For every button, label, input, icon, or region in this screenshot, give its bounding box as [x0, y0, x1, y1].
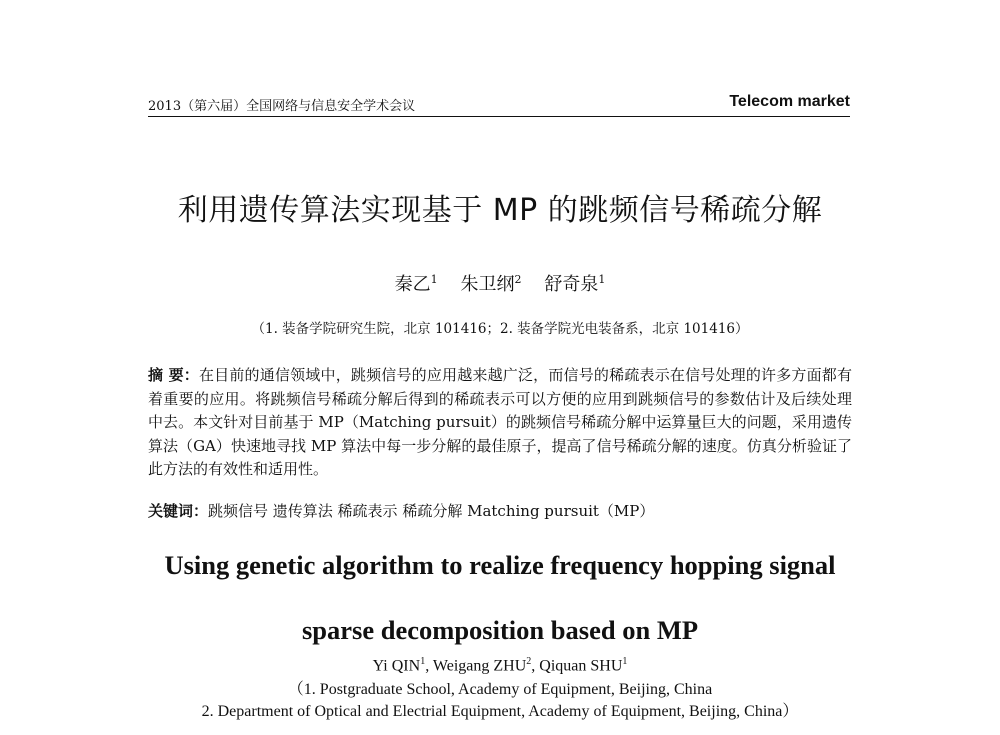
paper-title-en	[0, 538, 1000, 657]
author-name: 舒奇泉	[544, 274, 599, 295]
author-name: Weigang ZHU	[432, 657, 527, 675]
author-name: 朱卫纲	[460, 274, 515, 295]
authors-zh	[0, 270, 1000, 296]
title-en-line: sparse decomposition based on MP	[301, 615, 699, 645]
paper-title-zh: 利用遗传算法实现基于 MP 的跳频信号稀疏分解	[177, 193, 823, 228]
author-affil-mark: 1	[622, 656, 628, 667]
author-affil-mark: 2	[514, 273, 522, 286]
abstract-label: 摘 要：	[148, 366, 199, 384]
abstract-text: 在目前的通信领域中，跳频信号的应用越来越广泛，而信号的稀疏表示在信号处理的许多方面都有着重要的应用。将跳频信号稀疏分解后得到的稀疏表示可以方便的应用到跳频信号的参数估计及后续处理中去。本文针对目前基于 MP（Matching pursuit）的跳频信号稀疏分解中运算量巨大的问题，采用遗传算法（GA）快速地寻找 MP 算法中每一步分解的最佳原子，提高了信号稀疏分解的速度。仿真分析验证了此方法的有效性和适用性。	[148, 366, 852, 478]
author-affil-mark: 1	[420, 656, 426, 667]
affiliation-zh: （1. 装备学院研究生院，北京 101416；2. 装备学院光电装备系，北京 101416）	[251, 321, 749, 337]
header-divider	[148, 116, 850, 117]
author-affil-mark: 1	[598, 273, 606, 286]
keywords-text: 跳频信号 遗传算法 稀疏表示 稀疏分解 Matching pursuit（MP）	[208, 502, 655, 520]
affiliation-en-line: （1. Postgraduate School, Academy of Equipment, Beijing, China	[287, 681, 713, 698]
author-affil-mark: 2	[526, 656, 532, 667]
abstract-zh	[148, 364, 852, 482]
journal-name: Telecom market	[729, 93, 850, 110]
author-name: Qiquan SHU	[539, 657, 623, 675]
author-affil-mark: 1	[430, 273, 438, 286]
authors-en: Yi QIN$^1$, Weigang ZHU$^2$, Qiquan SHU$^1$	[372, 656, 628, 675]
keywords-label: 关键词：	[148, 502, 209, 520]
conference-header: 2013（第六届）全国网络与信息安全学术会议	[148, 99, 416, 114]
author-name: Yi QIN	[372, 657, 421, 675]
title-en-line: Using genetic algorithm to realize frequency hopping signal	[164, 550, 836, 580]
keywords-zh	[148, 500, 852, 521]
affiliation-en	[0, 679, 1000, 723]
affiliation-en-line: 2. Department of Optical and Electrial Equipment, Academy of Equipment, Beijing, China）	[201, 703, 799, 720]
author-name: 秦乙	[394, 274, 431, 295]
